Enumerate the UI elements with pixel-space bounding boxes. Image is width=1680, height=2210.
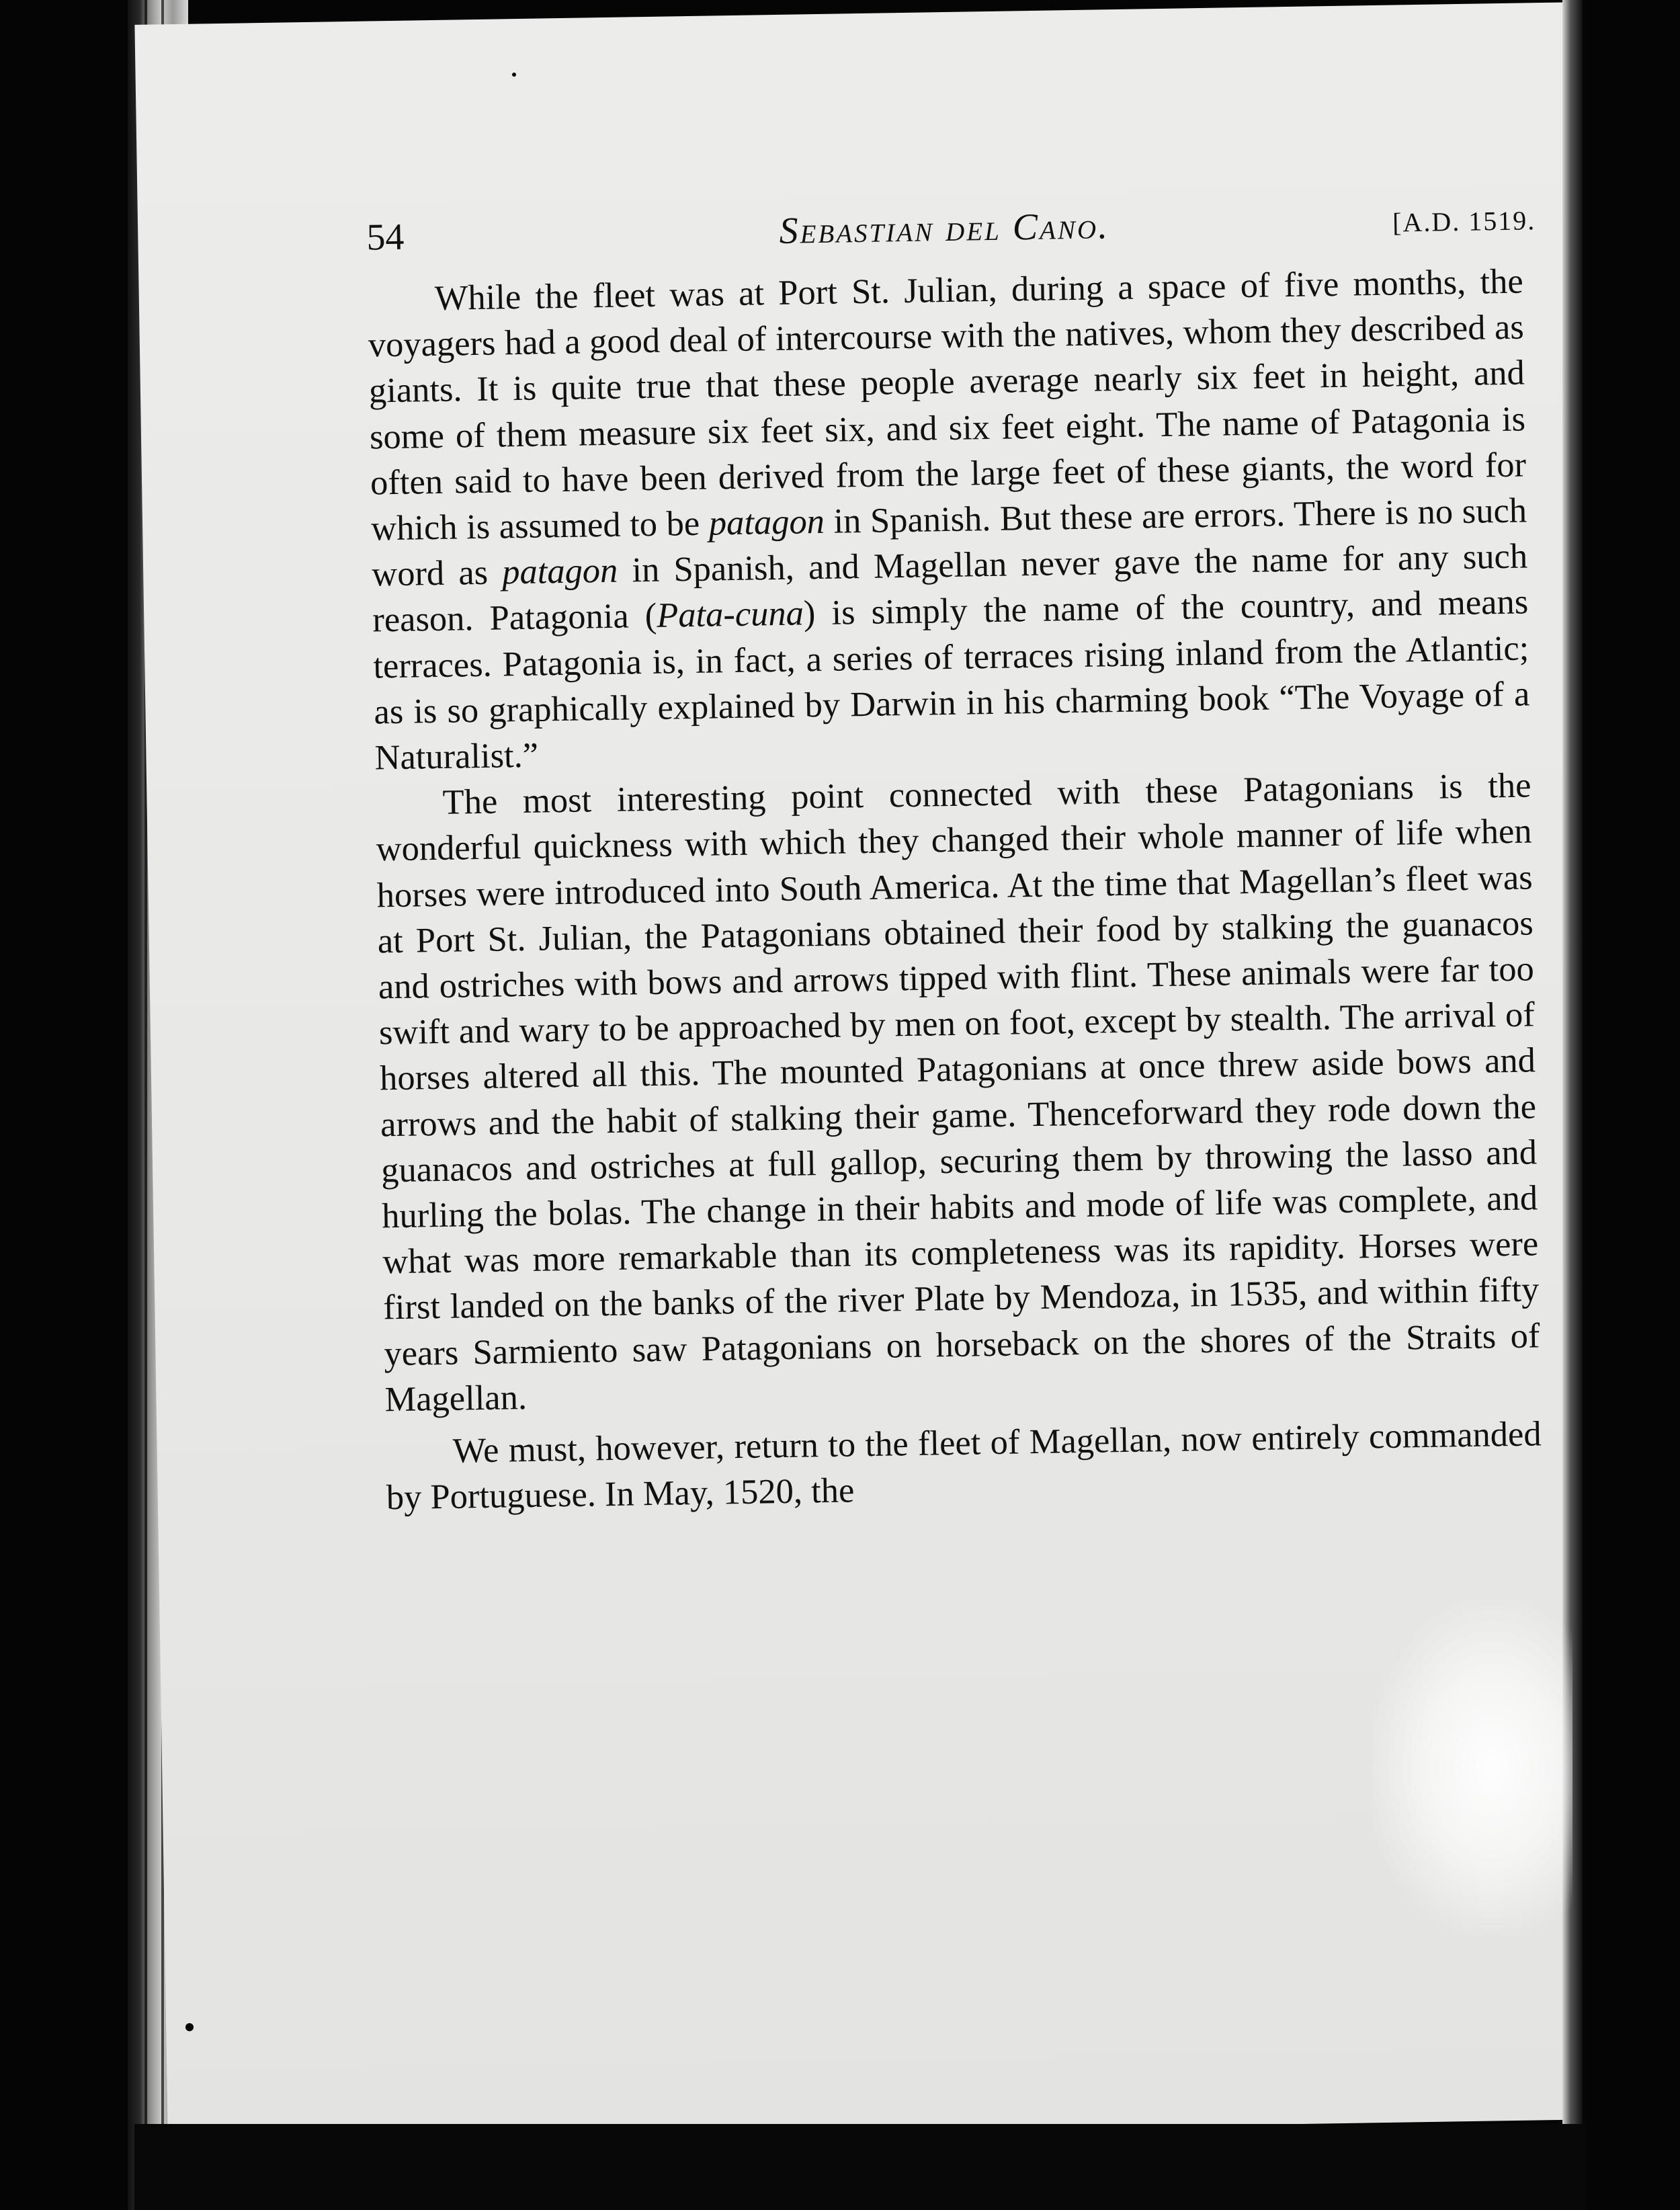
italic-word: Pata-cuna: [656, 594, 804, 636]
text-segment: in Spanish, and Magellan never gave the name for any such reason. Patagonia (: [372, 536, 1528, 640]
page-number: 54: [366, 216, 405, 259]
text-segment: ) is simply the name of the country, and means terraces. Patagonia is, in fact, a series of terraces rising inland from the Atlantic; as is so graphically explained by Darwin in his charming book “The Voyage of a Naturalist.”: [372, 582, 1530, 778]
body-text: [367, 259, 1542, 1521]
ink-speck: [512, 73, 516, 77]
page-content: [366, 198, 1542, 1521]
text-segment: The most interesting point connected with these Patagonians is the wonderful quickness with which they changed their whole manner of life when horses were introduced into South America. At the time that Magellan’s fleet was at Port St. Julian, the Patagonians obtained their food by stalking the guanacos and ostriches with bows and arrows tipped with flint. These animals were far too swift and wary to be approached by men on foot, except by stealth. The arrival of horses altered all this. The mounted Patagonians at once threw aside bows and arrows and the habit of stalking their game. Thenceforward they rode down the guanacos and ostriches at full gallop, securing them by throwing the lasso and hurling the bolas. The change in their habits and mode of life was complete, and what was more remarkable than its completeness was its rapidity. Horses were first landed on the banks of the river Plate by Mendoza, in 1535, and within fifty years Sarmiento saw Patagonians on horseback on the shores of the Straits of Magellan.: [376, 766, 1540, 1420]
paragraph: [367, 259, 1531, 781]
text-segment: While the fleet was at Port St. Julian, during a space of five months, the voyagers had a good deal of intercourse with the natives, whom they described as giants. It is quite true that these people average nearly six feet in height, and some of them measure six feet six, and six feet eight. The name of Patagonia is often said to have been derived from the large feet of these giants, the word for which is assumed to be: [368, 261, 1527, 548]
running-title: Sebastian del Cano.: [779, 205, 1110, 252]
scan-border-right: [1583, 0, 1680, 2210]
scan-border-bottom: [134, 2124, 1586, 2210]
ink-speck: [185, 2023, 194, 2031]
text-segment: in Spanish. But these are errors. There is no such word as: [371, 491, 1527, 594]
italic-word: patagon: [501, 550, 618, 592]
paragraph: [385, 1411, 1542, 1520]
light-glare: [1371, 1600, 1572, 1936]
text-segment: We must, however, return to the fleet of Magellan, now entirely commanded by Portuguese. In May, 1520, the: [386, 1414, 1542, 1518]
italic-word: patagon: [708, 501, 825, 543]
date-mark: [A.D. 1519.: [1392, 205, 1536, 238]
paragraph: [375, 763, 1541, 1423]
